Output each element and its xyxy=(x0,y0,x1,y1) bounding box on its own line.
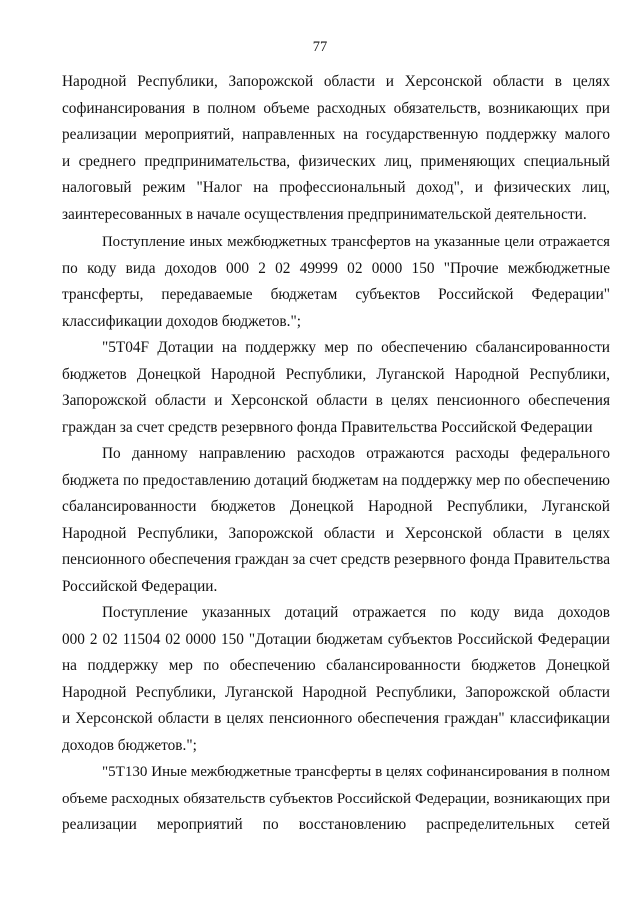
paragraph-6 xyxy=(62,759,610,839)
paragraph-3 xyxy=(62,335,610,441)
text-line: 000 2 02 11504 02 0000 150 "Дотации бюджетам субъектов Российской Федерации xyxy=(62,630,610,648)
text-line: По данному направлению расходов отражаются расходы федерального xyxy=(102,445,610,462)
text-line: Народной Республики, Запорожской области и Херсонской области в целях xyxy=(62,73,610,90)
page-number: 77 xyxy=(312,39,328,55)
text-line: объеме расходных обязательств субъектов Российской Федерации, возникающих при xyxy=(62,790,610,807)
text-line: Запорожской области и Херсонской области в целях пенсионного обеспечения xyxy=(62,392,610,410)
text-line: сбалансированности бюджетов Донецкой Народной Республики, Луганской xyxy=(62,498,610,516)
text-line: по коду вида доходов 000 2 02 49999 02 0000 150 "Прочие межбюджетные xyxy=(62,259,610,277)
text-line: реализации мероприятий, направленных на государственную поддержку малого xyxy=(62,126,610,144)
text-line: налоговый режим "Налог на профессиональный доход", и физических лиц, xyxy=(62,179,610,197)
paragraph-1 xyxy=(62,69,610,229)
text-line: Поступление указанных дотаций отражается по коду вида доходов xyxy=(102,604,610,621)
text-line: Поступление иных межбюджетных трансфертов на указанные цели отражается xyxy=(102,234,610,250)
text-line: заинтересованных в начале осуществления предпринимательской деятельности. xyxy=(62,205,587,223)
text-line: Народной Республики, Запорожской области и Херсонской области в целях xyxy=(62,524,610,542)
text-line: классификации доходов бюджетов."; xyxy=(62,312,301,330)
paragraph-4 xyxy=(62,441,610,601)
text-line: софинансирования в полном объеме расходных обязательств, возникающих при xyxy=(62,99,610,117)
text-line: граждан за счет средств резервного фонда Правительства Российской Федерации xyxy=(62,418,593,436)
text-line: "5Т130 Иные межбюджетные трансферты в целях софинансирования в полном xyxy=(102,764,610,780)
text-line: реализации мероприятий по восстановлению распределительных сетей xyxy=(62,816,610,834)
paragraph-5 xyxy=(62,600,610,760)
text-line: и среднего предпринимательства, физических лиц, применяющих специальный xyxy=(62,152,610,170)
text-line: Народной Республики, Луганской Народной Республики, Запорожской области xyxy=(62,683,610,701)
text-line: бюджета по предоставлению дотаций бюджетам на поддержку мер по обеспечению xyxy=(62,471,610,489)
text-line: доходов бюджетов."; xyxy=(62,736,197,754)
text-line: пенсионного обеспечения граждан за счет средств резервного фонда Правительства xyxy=(62,551,610,569)
paragraph-2 xyxy=(62,229,610,335)
text-line: "5Т04F Дотации на поддержку мер по обеспечению сбалансированности xyxy=(102,339,610,356)
text-line: Российской Федерации. xyxy=(62,577,218,595)
text-line: трансферты, передаваемые бюджетам субъектов Российской Федерации" xyxy=(62,286,610,304)
text-line: на поддержку мер по обеспечению сбалансированности бюджетов Донецкой xyxy=(62,657,610,675)
text-line: бюджетов Донецкой Народной Республики, Луганской Народной Республики, xyxy=(62,365,610,383)
text-line: и Херсонской области в целях пенсионного обеспечения граждан" классификации xyxy=(62,710,610,728)
